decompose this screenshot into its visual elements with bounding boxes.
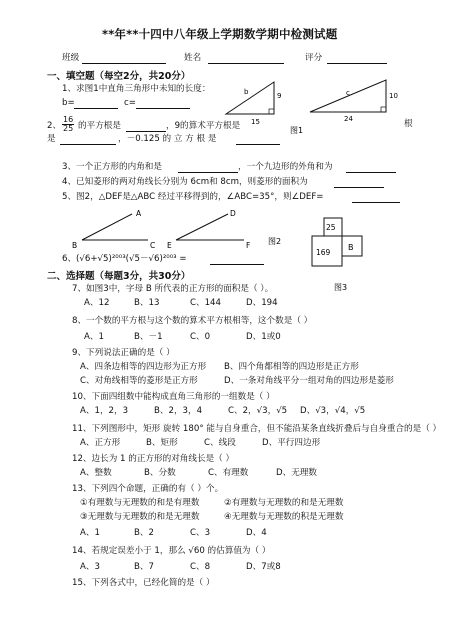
question-15: 15、下列各式中，已经化简的是（ ） bbox=[72, 578, 215, 588]
fig2-label-e: E bbox=[167, 241, 172, 250]
q2-text-4: ，－0.125 的 立 方 根 是 bbox=[118, 134, 217, 144]
question-5: 5、图2，△DEF是△ABC 经过平移得到的，∠ABC=35°，则∠DEF= bbox=[62, 192, 324, 202]
q8-option-b[interactable]: B、－1 bbox=[134, 332, 163, 342]
q9-option-a[interactable]: A、四条边相等的四边形为正方形 bbox=[80, 362, 207, 372]
section2-heading: 二、选择题（每题3分，共30分） bbox=[47, 271, 191, 282]
fig2-label-d: D bbox=[230, 209, 236, 218]
question-3: 3、一个正方形的内角和是 bbox=[62, 162, 162, 172]
q13-option-b[interactable]: B、2 bbox=[134, 528, 154, 538]
q9-option-d[interactable]: D、一条对角线平分一组对角的四边形是菱形 bbox=[224, 376, 394, 386]
q3-answer-1[interactable] bbox=[178, 163, 238, 173]
fig2-label-c: C bbox=[150, 241, 156, 250]
question-3b: ，一个九边形的外角和为 bbox=[238, 162, 333, 172]
fig2-label-f: F bbox=[246, 241, 251, 250]
page-title: **年**十四中八年级上学期数学期中检测试题 bbox=[102, 27, 338, 41]
q2-answer-1[interactable] bbox=[126, 122, 166, 132]
fig3-label-left: 169 bbox=[316, 248, 331, 257]
question-7: 7、如图3中，字母 B 所代表的正方形的面积是（ ）。 bbox=[72, 284, 274, 294]
question-12: 12、边长为 1 的正方形的对角线长是（ ） bbox=[72, 454, 235, 464]
class-field[interactable] bbox=[82, 54, 166, 64]
q11-option-d[interactable]: D、平行四边形 bbox=[262, 438, 321, 448]
fig3-label-top: 25 bbox=[326, 223, 336, 232]
q2-text-5: 根 bbox=[404, 119, 413, 129]
t2-leg-label: 10 bbox=[389, 92, 398, 100]
q9-option-c[interactable]: C、对角线相等的菱形是正方形 bbox=[80, 376, 198, 386]
q8-option-d[interactable]: D、1或0 bbox=[246, 332, 281, 342]
question-11: 11、下列图形中，矩形 旋转 180° 能与自身重合，但不能沿某条直线折叠后与自身重合的是（ ） bbox=[72, 424, 442, 434]
triangle-1 bbox=[226, 82, 274, 114]
section1-heading: 一、填空题（每空2分，共20分） bbox=[47, 71, 191, 82]
q13-statement-1: ①有理数与无理数的和是有理数 bbox=[80, 498, 200, 508]
t2-hyp-label: c bbox=[346, 89, 350, 97]
q13-statement-3: ③无理数与无理数的和是无理数 bbox=[80, 512, 200, 522]
q10-option-b[interactable]: B、2，3，4 bbox=[154, 406, 203, 416]
question-13: 13、下列四个命题，正确的有（ ）个。 bbox=[72, 484, 224, 494]
q10-option-d[interactable]: D、√3，√4，√5 bbox=[300, 406, 366, 416]
q2-fraction bbox=[62, 114, 74, 133]
q2-prefix: 2、 bbox=[47, 121, 62, 131]
question-14: 14、若规定误差小于 1，那么 √60 的估算值为（ ） bbox=[72, 546, 271, 556]
q3-answer-2[interactable] bbox=[346, 163, 396, 173]
question-8: 8、一个数的平方根与这个数的算术平方根相等，这个数是（ ） bbox=[72, 316, 313, 326]
q12-option-b[interactable]: B、分数 bbox=[144, 468, 176, 478]
q11-option-c[interactable]: C、线段 bbox=[204, 438, 236, 448]
question-10: 10、下面四组数中能构成直角三角形的一组数是（ ） bbox=[72, 392, 275, 402]
figure-2-label: 图2 bbox=[268, 237, 282, 246]
t2-base-label: 24 bbox=[344, 115, 353, 123]
q2-denominator: 25 bbox=[63, 124, 74, 133]
q12-option-a[interactable]: A、整数 bbox=[80, 468, 112, 478]
q12-option-d[interactable]: D、无理数 bbox=[276, 468, 317, 478]
q1-c-answer[interactable] bbox=[136, 99, 190, 109]
score-field[interactable] bbox=[327, 54, 387, 64]
score-label: 评分 bbox=[305, 53, 323, 63]
q14-option-b[interactable]: B、7 bbox=[134, 562, 154, 572]
figure-3-label: 图3 bbox=[334, 283, 348, 292]
q7-option-c[interactable]: C、144 bbox=[190, 298, 221, 308]
name-label: 姓名 bbox=[184, 53, 202, 63]
figure-1 bbox=[218, 74, 408, 136]
q13-option-c[interactable]: C、3 bbox=[190, 528, 211, 538]
q2-answer-2[interactable] bbox=[60, 135, 116, 145]
q11-option-a[interactable]: A、正方形 bbox=[80, 438, 121, 448]
right-angle-mark-2 bbox=[381, 107, 386, 112]
figure-2 bbox=[68, 206, 292, 256]
class-label: 班级 bbox=[62, 53, 80, 63]
q2-answer-3[interactable] bbox=[236, 135, 280, 145]
fig2-label-b: B bbox=[72, 241, 78, 250]
q7-option-b[interactable]: B、13 bbox=[134, 298, 160, 308]
q10-option-a[interactable]: A、1，2，3 bbox=[80, 406, 129, 416]
q2-numerator: 16 bbox=[63, 115, 74, 124]
q2-text-2: ，9的算术平方根是 bbox=[166, 121, 241, 131]
q7-option-a[interactable]: A、12 bbox=[84, 298, 110, 308]
fig2-label-a: A bbox=[136, 209, 142, 218]
q14-option-a[interactable]: A、3 bbox=[80, 562, 100, 572]
q12-option-c[interactable]: C、有理数 bbox=[208, 468, 249, 478]
q2-text-3: 是 bbox=[47, 134, 56, 144]
q1-b-label: b= bbox=[62, 98, 75, 108]
t1-hyp-label: b bbox=[244, 88, 249, 96]
t1-leg-label: 9 bbox=[277, 92, 282, 100]
q7-option-d[interactable]: D、194 bbox=[246, 298, 278, 308]
q8-option-c[interactable]: C、0 bbox=[190, 332, 211, 342]
question-9: 9、下列说法正确的是（ ） bbox=[72, 348, 175, 358]
q13-statement-4: ④无理数与无理数的积是无理数 bbox=[224, 512, 344, 522]
figure-1-label: 图1 bbox=[290, 126, 304, 135]
name-field[interactable] bbox=[208, 54, 284, 64]
q8-option-a[interactable]: A、1 bbox=[84, 332, 104, 342]
q1-b-answer[interactable] bbox=[74, 99, 118, 109]
q10-option-c[interactable]: C、2，√3，√5 bbox=[228, 406, 288, 416]
question-1: 1、求图1中直角三角形中未知的长度： bbox=[62, 84, 211, 94]
fig2-segment-ed bbox=[176, 214, 228, 240]
q1-c-label: c= bbox=[124, 98, 136, 108]
q13-statement-2: ②有理数与无理数的和是无理数 bbox=[224, 498, 344, 508]
q13-option-d[interactable]: D、4 bbox=[246, 528, 267, 538]
fig3-label-right: B bbox=[348, 243, 354, 252]
question-4: 4、已知菱形的两对角线长分别为 6cm和 8cm，则菱形的面积为 bbox=[62, 177, 308, 187]
q13-option-a[interactable]: A、1 bbox=[80, 528, 100, 538]
q5-answer[interactable] bbox=[352, 193, 400, 203]
q4-answer[interactable] bbox=[334, 178, 384, 188]
t1-base-label: 15 bbox=[251, 118, 260, 126]
figure-3 bbox=[310, 214, 380, 304]
q6-answer[interactable] bbox=[210, 255, 264, 265]
question-6: 6、(√6+√5)²⁰⁰³(√5－√6)²⁰⁰³ = bbox=[62, 254, 187, 264]
q11-option-b[interactable]: B、矩形 bbox=[146, 438, 178, 448]
q2-text-1: 的平方根是 bbox=[78, 121, 121, 131]
right-angle-mark-1 bbox=[269, 109, 274, 114]
q9-option-b[interactable]: B、四个角都相等的四边形是正方形 bbox=[224, 362, 359, 372]
fig2-segment-ab bbox=[82, 214, 132, 240]
q14-option-c[interactable]: C、8 bbox=[190, 562, 211, 572]
q14-option-d[interactable]: D、7或8 bbox=[246, 562, 281, 572]
